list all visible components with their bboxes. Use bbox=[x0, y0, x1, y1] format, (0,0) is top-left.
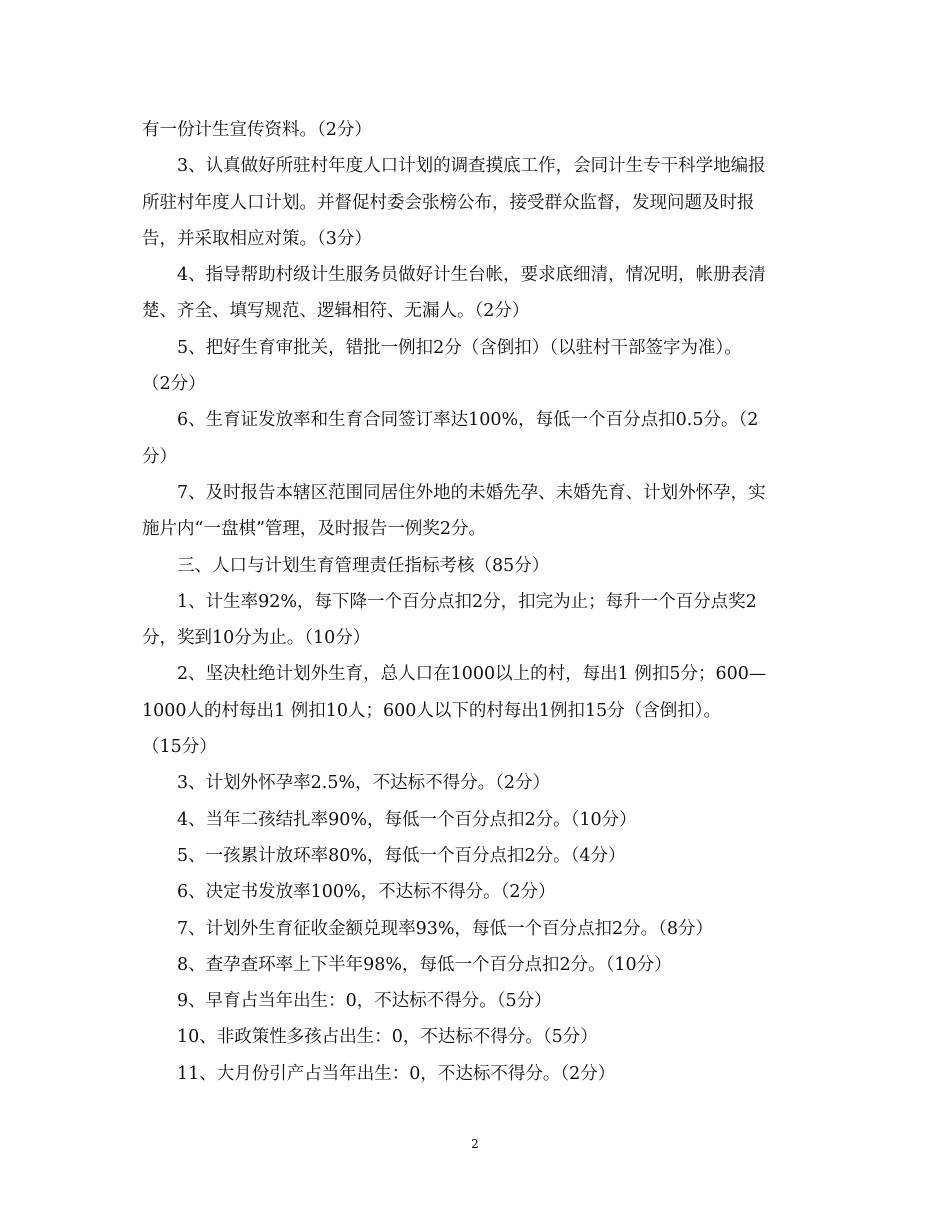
section-heading: 三、人口与计划生育管理责任指标考核（85分） bbox=[177, 555, 550, 576]
text-line: 1、计生率92%，每下降一个百分点扣2分，扣完为止；每升一个百分点奖2 bbox=[177, 591, 757, 612]
text-line: 1000人的村每出1 例扣10人；600人以下的村每出1例扣15分（含倒扣）。 bbox=[142, 700, 722, 721]
text-line: 楚、齐全、填写规范、逻辑相符、无漏人。（2分） bbox=[142, 301, 530, 322]
text-line: 4、当年二孩结扎率90%，每低一个百分点扣2分。（10分） bbox=[177, 809, 637, 830]
text-line: 10、非政策性多孩占出生：0，不达标不得分。（5分） bbox=[177, 1027, 598, 1048]
text-line: （15分） bbox=[142, 737, 217, 758]
text-line: 3、认真做好所驻村年度人口计划的调查摸底工作，会同计生专干科学地编报 bbox=[177, 156, 766, 177]
document-body bbox=[142, 112, 810, 1092]
text-line: （2分） bbox=[142, 374, 206, 395]
text-line: 11、大月份引产占当年出生：0，不达标不得分。（2分） bbox=[177, 1063, 616, 1084]
text-line: 所驻村年度人口计划。并督促村委会张榜公布，接受群众监督，发现问题及时报 bbox=[142, 192, 755, 213]
text-line: 施片内“一盘棋”管理，及时报告一例奖2分。 bbox=[142, 519, 487, 540]
text-line: 3、计划外怀孕率2.5%，不达标不得分。（2分） bbox=[177, 773, 550, 794]
text-line: 2、坚决杜绝计划外生育，总人口在1000以上的村，每出1 例扣5分；600— bbox=[177, 664, 767, 685]
text-line: 有一份计生宣传资料。（2分） bbox=[142, 120, 372, 140]
text-line: 9、早育占当年出生：0，不达标不得分。（5分） bbox=[177, 991, 552, 1012]
page-number: 2 bbox=[471, 1137, 479, 1151]
text-line: 8、查孕查环率上下半年98%，每低一个百分点扣2分。（10分） bbox=[177, 954, 672, 975]
text-line: 分） bbox=[142, 446, 177, 467]
text-line: 6、决定书发放率100%，不达标不得分。（2分） bbox=[177, 882, 556, 903]
text-line: 分，奖到10分为止。（10分） bbox=[142, 628, 371, 649]
text-line: 7、及时报告本辖区范围同居住外地的未婚先孕、未婚先育、计划外怀孕，实 bbox=[177, 482, 766, 503]
text-line: 5、一孩累计放环率80%，每低一个百分点扣2分。（4分） bbox=[177, 845, 626, 866]
text-line: 7、计划外生育征收金额兑现率93%，每低一个百分点扣2分。（8分） bbox=[177, 918, 714, 939]
text-line: 6、生育证发放率和生育合同签订率达100%，每低一个百分点扣0.5分。（2 bbox=[177, 410, 759, 431]
text-line: 告，并采取相应对策。（3分） bbox=[142, 228, 372, 249]
text-line: 4、指导帮助村级计生服务员做好计生台帐，要求底细清，情况明，帐册表清 bbox=[177, 265, 766, 286]
text-line: 5、把好生育审批关，错批一例扣2分（含倒扣）（以驻村干部签字为准）。 bbox=[177, 337, 742, 358]
